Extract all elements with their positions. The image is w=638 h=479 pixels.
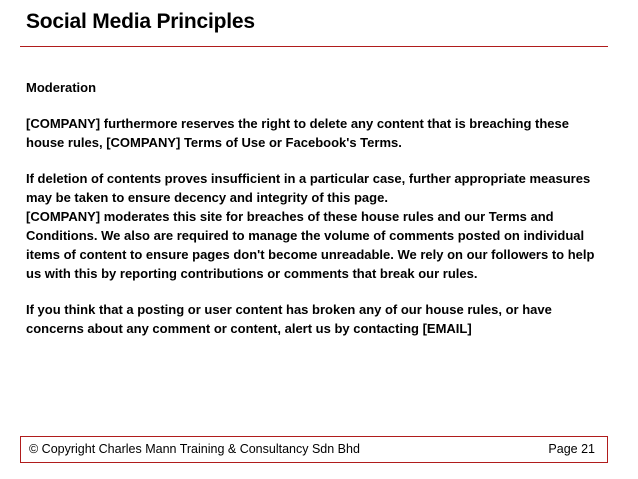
page-number: Page 21 xyxy=(548,442,595,456)
paragraph-contact: If you think that a posting or user content has broken any of our house rules, or have concerns about any comment or content, alert us by contacting [EMAIL] xyxy=(26,302,552,336)
paragraph-delete-rights: [COMPANY] furthermore reserves the right to delete any content that is breaching these house rules, [COMPANY] Terms of Use or Facebook's Terms. xyxy=(26,116,569,150)
spacer xyxy=(26,152,596,169)
spacer xyxy=(26,283,596,300)
slide-body xyxy=(26,78,596,338)
footer-bar xyxy=(20,436,608,463)
copyright-text: © Copyright Charles Mann Training & Consultancy Sdn Bhd xyxy=(29,442,360,456)
paragraph-moderation-policy: [COMPANY] moderates this site for breaches of these house rules and our Terms and Conditions. We also are required to manage the volume of comments posted on individual items of content to ensure pages don't become unreadable. We rely on our followers to help us with this by reporting contributions or comments that break our rules. xyxy=(26,209,595,281)
spacer xyxy=(26,97,596,114)
paragraph-deletion-measures: If deletion of contents proves insufficient in a particular case, further appropriate measures may be taken to ensure decency and integrity of this page. xyxy=(26,171,591,205)
section-heading: Moderation xyxy=(26,80,97,95)
title-divider xyxy=(20,46,608,47)
slide-title: Social Media Principles xyxy=(26,10,255,33)
